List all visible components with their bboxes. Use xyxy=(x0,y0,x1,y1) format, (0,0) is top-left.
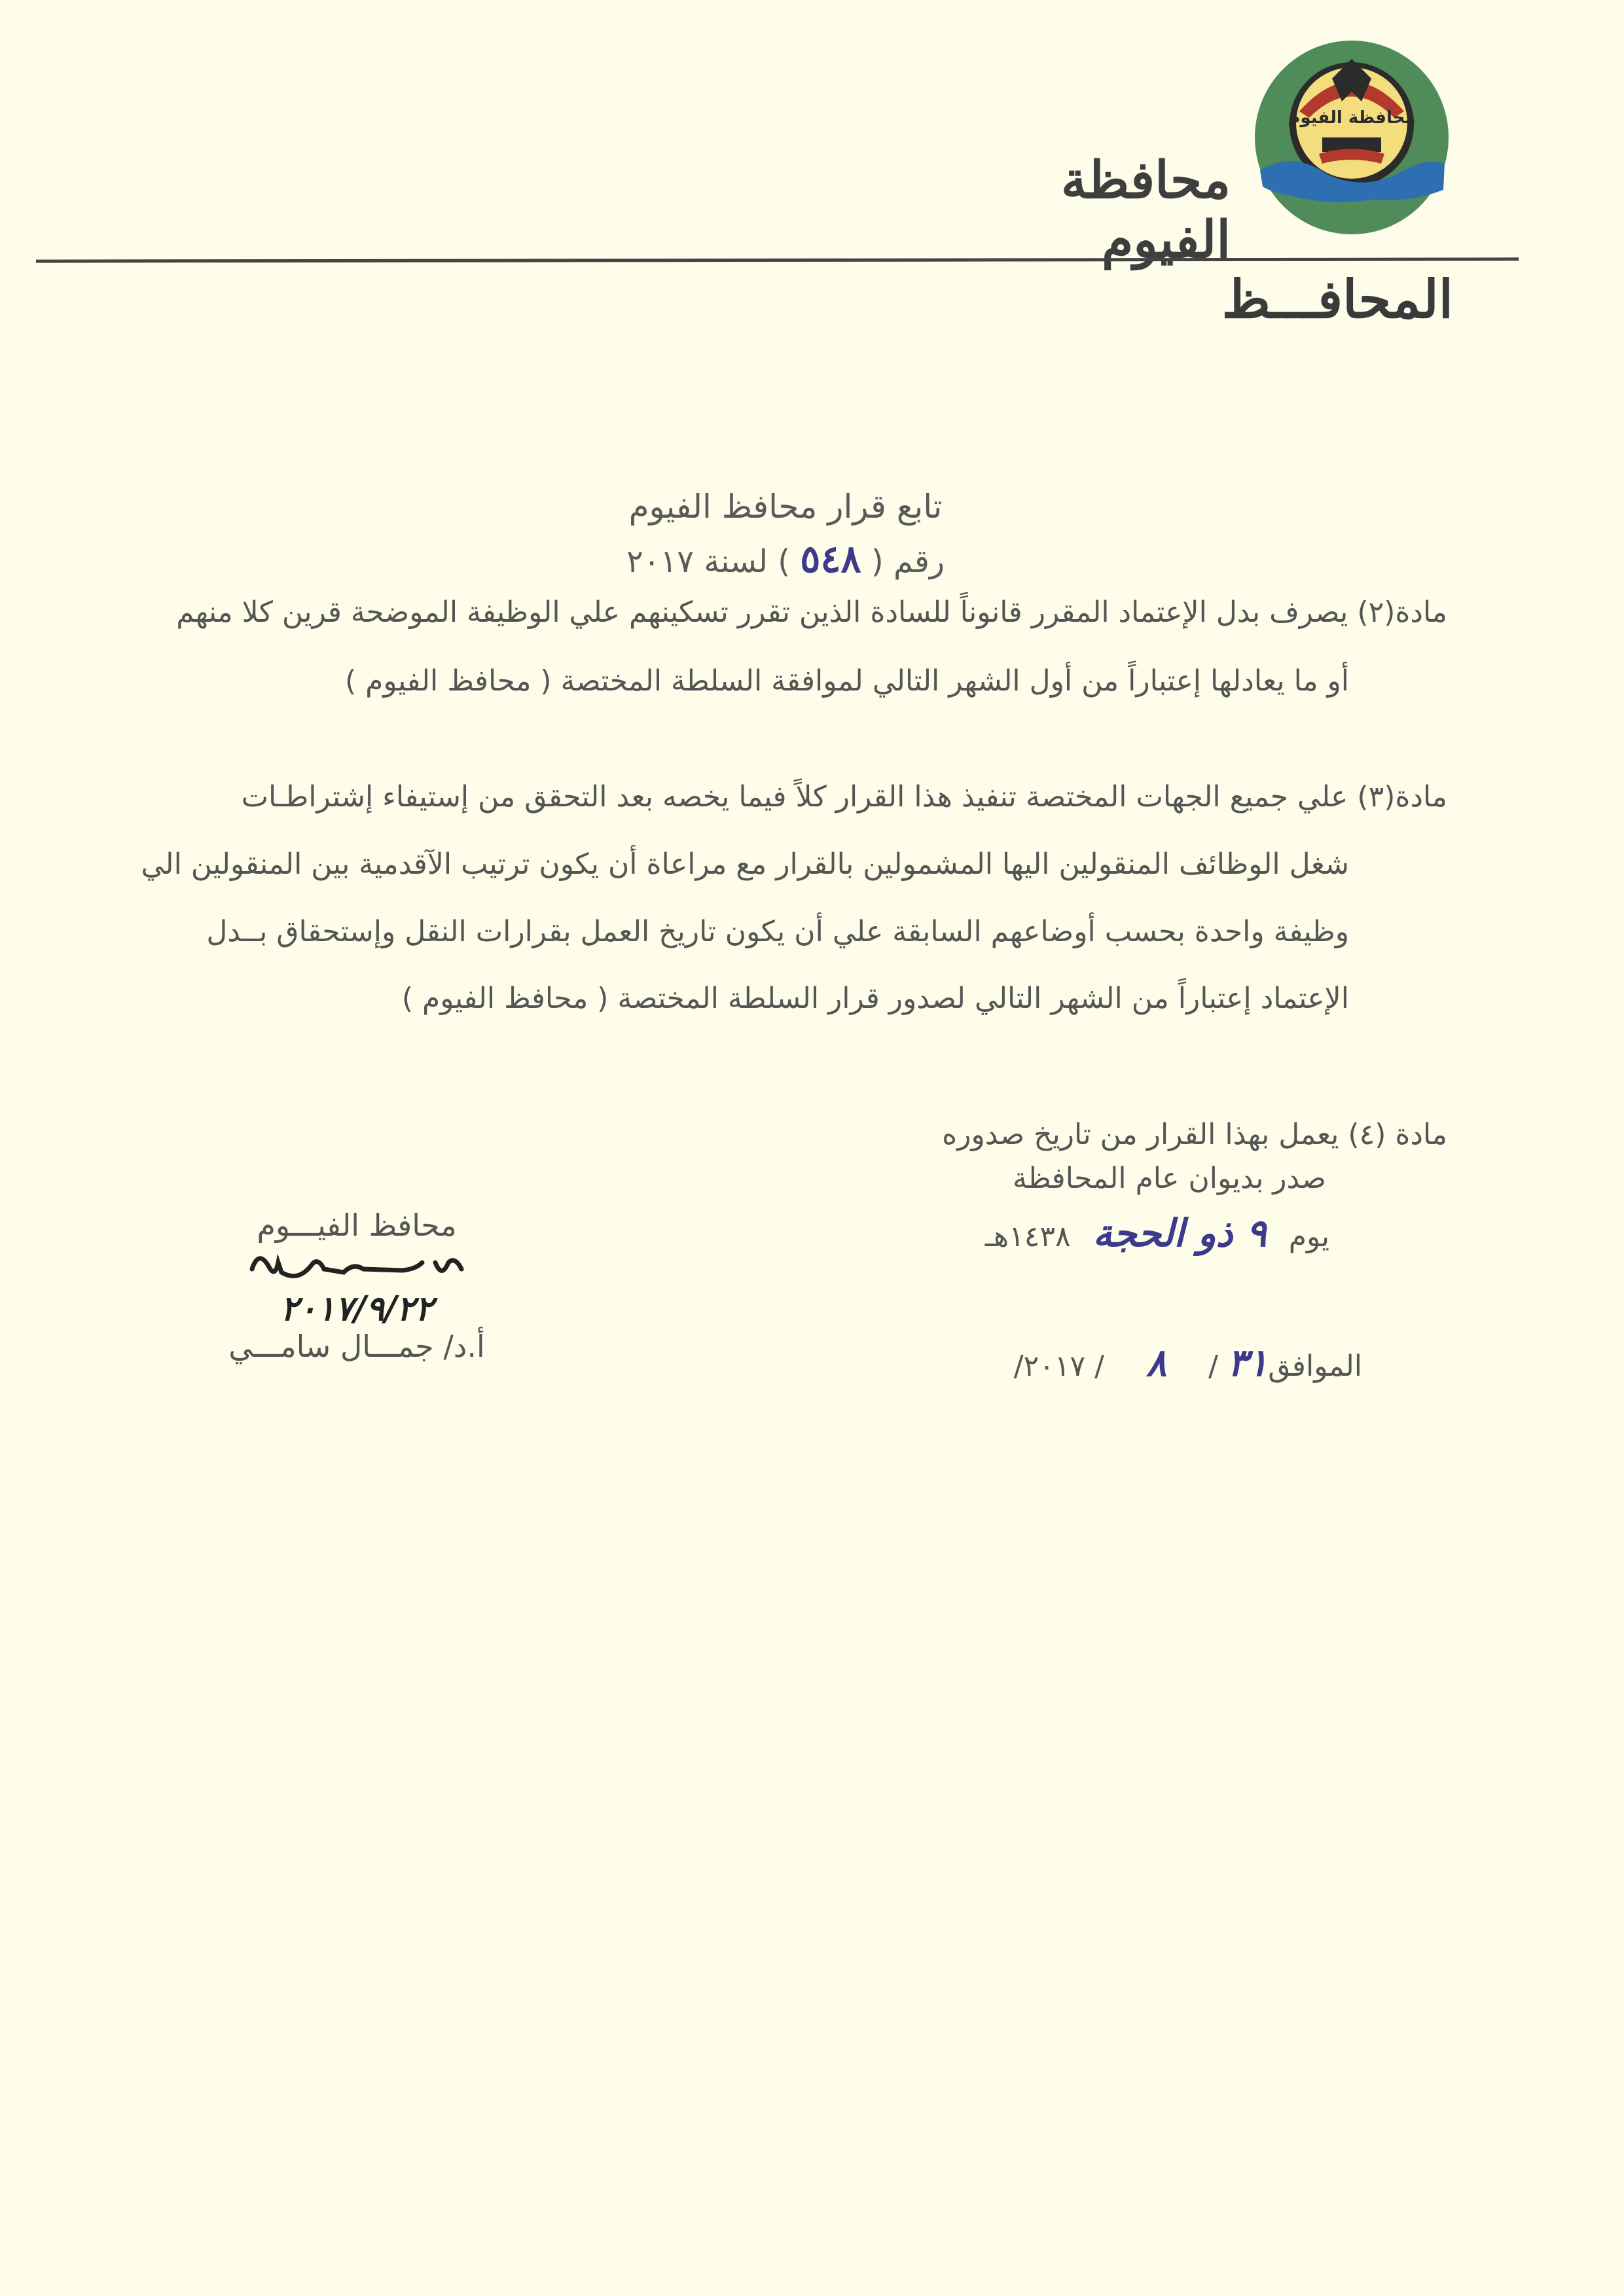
decision-number-suffix: ) لسنة ٢٠١٧ xyxy=(626,543,790,580)
article-4-line-1: مادة (٤) يعمل بهذا القرار من تاريخ صدوره xyxy=(942,1118,1447,1151)
decision-number: ٥٤٨ xyxy=(800,537,861,581)
header-divider xyxy=(36,257,1519,262)
hijri-date-line xyxy=(985,1211,1329,1255)
governorate-name: محافظة الفيوم xyxy=(1061,151,1231,270)
decision-number-prefix: رقم ( xyxy=(871,543,945,580)
gregorian-label: الموافق xyxy=(1268,1350,1362,1383)
decision-heading: تابع قرار محافظ الفيوم xyxy=(628,488,943,526)
decision-number-line xyxy=(556,537,1015,581)
hijri-year: ١٤٣٨هـ xyxy=(985,1220,1071,1253)
signature-name: أ.د/ جمـــال سامـــي xyxy=(228,1329,485,1364)
article-3-line-2: شغل الوظائف المنقولين اليها المشمولين بالقرار مع مراعاة أن يكون ترتيب الآقدمية بين المنقولين الي xyxy=(141,848,1349,881)
gregorian-month: ٨ xyxy=(1146,1340,1167,1385)
issued-line: صدر بديوان عام المحافظة xyxy=(1012,1162,1326,1195)
article-3-line-3: وظيفة واحدة بحسب أوضاعهم السابقة علي أن يكون تاريخ العمل بقرارات النقل وإستحقاق بــدل xyxy=(206,915,1349,948)
signature-title: محافظ الفيـــوم xyxy=(257,1208,457,1243)
governorate-logo xyxy=(1254,39,1450,236)
signature-block xyxy=(209,1208,504,1364)
article-3-line-1: مادة(٣) علي جميع الجهات المختصة تنفيذ هذا القرار كلاً فيما يخصه بعد التحقق من إستيفاء إشتراطـات xyxy=(241,780,1447,814)
gregorian-date-line: الموافق٣١ / ٨ / ٢٠١٧/ xyxy=(1013,1340,1362,1385)
gregorian-year: / ٢٠١٧/ xyxy=(1013,1350,1104,1383)
hijri-handwritten-date: ٩ ذو الحجة xyxy=(1092,1211,1267,1255)
day-label: يوم xyxy=(1288,1220,1329,1253)
logo-seal-text: محافظة الفيوم xyxy=(1288,108,1416,128)
article-3-line-4: الإعتماد إعتباراً من الشهر التالي لصدور قرار السلطة المختصة ( محافظ الفيوم ) xyxy=(401,982,1349,1015)
office-title: المحافـــظ xyxy=(1221,268,1453,330)
gregorian-day: ٣١ xyxy=(1227,1340,1269,1385)
signature-date: ٢٠١٧/٩/٢٢ xyxy=(280,1289,433,1329)
signature-scribble xyxy=(239,1243,475,1295)
article-2-line-1: مادة(٢) يصرف بدل الإعتماد المقرر قانوناً للسادة الذين تقرر تسكينهم علي الوظيفة الموضحة قرين كلا منهم xyxy=(176,596,1447,629)
article-2-line-2: أو ما يعادلها إعتباراً من أول الشهر التالي لموافقة السلطة المختصة ( محافظ الفيوم ) xyxy=(344,664,1349,698)
